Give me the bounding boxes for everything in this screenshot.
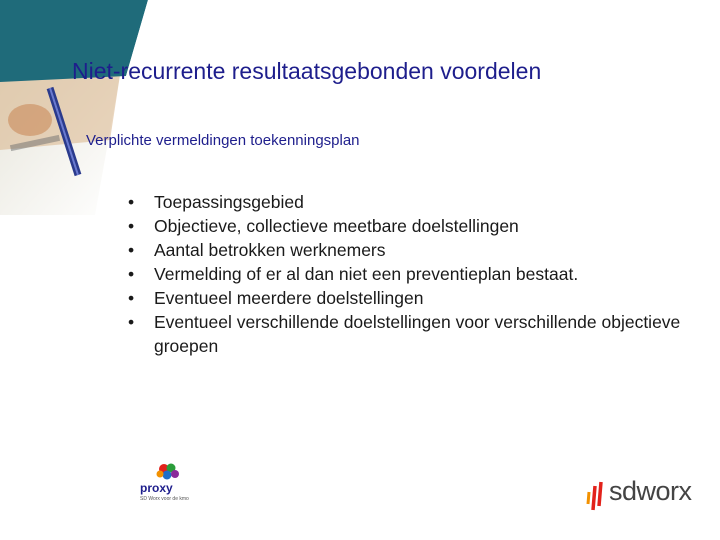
bullet-dot: • — [128, 216, 135, 236]
bullet-item — [128, 190, 688, 214]
bullet-item — [128, 262, 688, 286]
bullet-dot: • — [128, 264, 135, 284]
bullet-text: Vermelding of er al dan niet een preventieplan bestaat. — [154, 264, 579, 284]
bullet-dot: • — [128, 240, 135, 260]
bullet-text: Aantal betrokken werknemers — [154, 240, 386, 260]
bullet-item — [128, 286, 688, 310]
bullet-text: Toepassingsgebied — [154, 192, 304, 212]
bullet-dot: • — [128, 312, 135, 332]
slide-title: Niet-recurrente resultaatsgebonden voordelen — [72, 58, 542, 84]
sdworx-logo-icon — [585, 478, 607, 512]
bullet-text: Objectieve, collectieve meetbare doelstellingen — [154, 216, 519, 236]
bullet-item — [128, 238, 688, 262]
sdworx-logo-text: sdworx — [609, 476, 692, 506]
slide-subtitle: Verplichte vermeldingen toekenningsplan — [86, 132, 360, 149]
bullet-dot: • — [128, 288, 135, 308]
bullet-item — [128, 214, 688, 238]
corner-photo — [0, 0, 160, 215]
bullet-list — [128, 190, 688, 358]
proxy-logo-text: proxy — [140, 481, 173, 495]
proxy-tagline: SD Worx voor de kmo — [140, 496, 189, 502]
bullet-text: Eventueel verschillende doelstellingen voor verschillende objectieve groepen — [154, 312, 681, 356]
bullet-item — [128, 310, 688, 358]
bullet-dot: • — [128, 192, 135, 212]
bullet-text: Eventueel meerdere doelstellingen — [154, 288, 424, 308]
